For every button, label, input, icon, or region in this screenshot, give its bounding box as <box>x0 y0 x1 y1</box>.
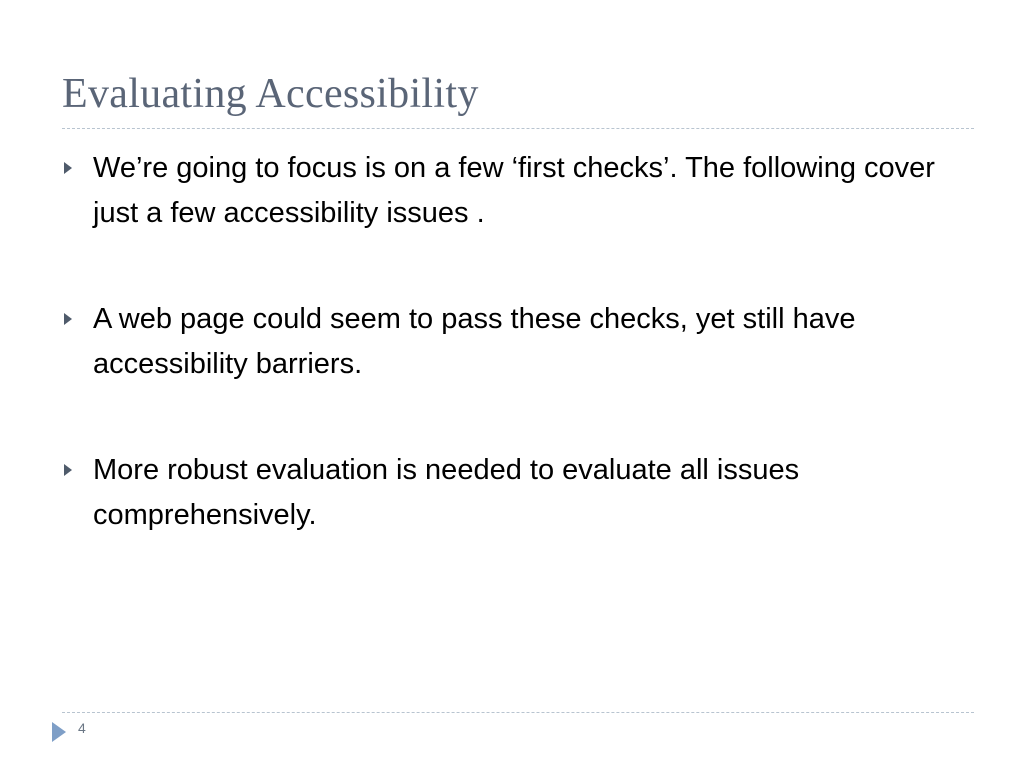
bullet-list <box>62 146 962 599</box>
bullet-text: A web page could seem to pass these checks, yet still have accessibility barriers. <box>93 303 856 380</box>
bullet-item <box>62 297 962 387</box>
triangle-right-icon <box>64 464 72 476</box>
triangle-right-icon <box>52 722 66 742</box>
footer-divider <box>62 712 974 713</box>
triangle-right-icon <box>64 313 72 325</box>
slide-title: Evaluating Accessibility <box>62 71 479 117</box>
bullet-text: We’re going to focus is on a few ‘first checks’. The following cover just a few accessibility issues . <box>93 152 935 229</box>
bullet-text: More robust evaluation is needed to evaluate all issues comprehensively. <box>93 454 800 531</box>
bullet-item <box>62 146 962 236</box>
title-divider <box>62 128 974 129</box>
page-number: 4 <box>78 720 86 736</box>
triangle-right-icon <box>64 162 72 174</box>
bullet-item <box>62 448 962 538</box>
